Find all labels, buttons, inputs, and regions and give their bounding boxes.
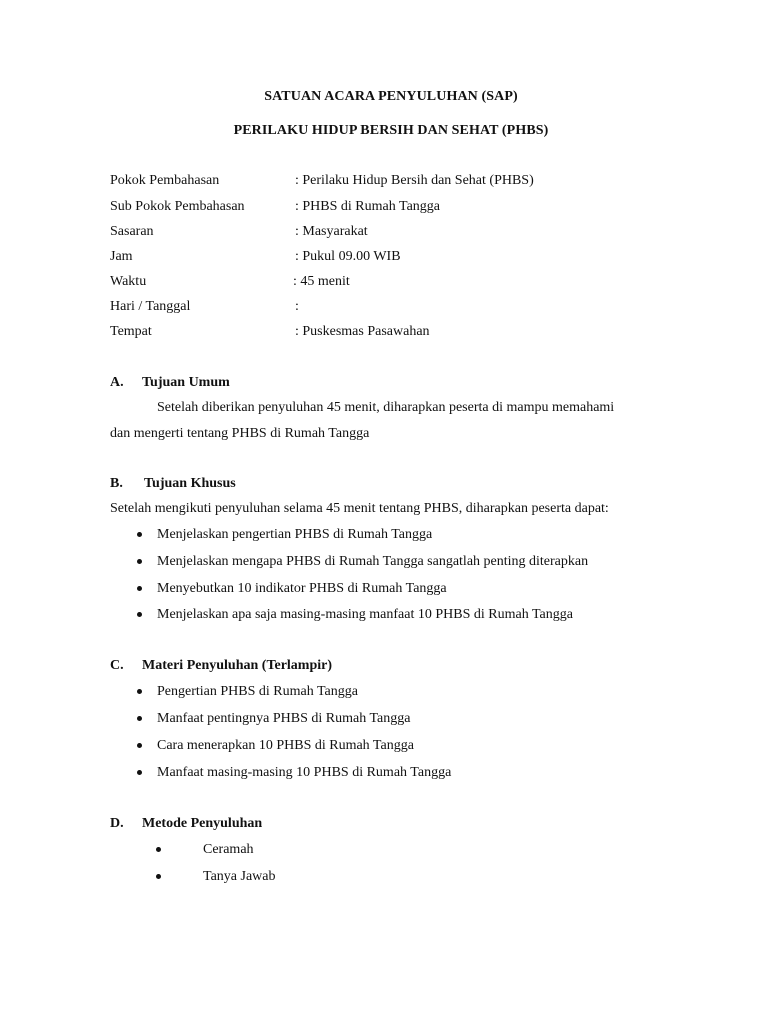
bullet-icon — [137, 612, 142, 617]
section-letter: C. — [110, 658, 124, 673]
document-subtitle: PERILAKU HIDUP BERSIH DAN SEHAT (PHBS) — [233, 123, 549, 138]
document-title: SATUAN ACARA PENYULUHAN (SAP) — [264, 89, 518, 104]
info-value: : Pukul 09.00 WIB — [295, 249, 401, 264]
section-letter: B. — [110, 476, 123, 491]
info-value: : Masyarakat — [295, 224, 368, 239]
info-label: Pokok Pembahasan — [110, 173, 220, 188]
info-label: Hari / Tanggal — [110, 299, 191, 314]
list-item-text: Manfaat pentingnya PHBS di Rumah Tangga — [157, 711, 411, 726]
info-value: : — [295, 299, 299, 314]
info-label: Waktu — [110, 274, 147, 289]
section-heading: Materi Penyuluhan (Terlampir) — [142, 658, 333, 673]
info-value: : Puskesmas Pasawahan — [295, 324, 430, 339]
info-label: Jam — [110, 249, 133, 264]
bullet-icon — [137, 743, 142, 748]
list-item-text: Cara menerapkan 10 PHBS di Rumah Tangga — [157, 738, 414, 753]
list-item-text: Menyebutkan 10 indikator PHBS di Rumah Tangga — [157, 581, 447, 596]
bullet-icon — [137, 586, 142, 591]
paragraph-line: dan mengerti tentang PHBS di Rumah Tangga — [110, 426, 370, 441]
section-intro: Setelah mengikuti penyuluhan selama 45 menit tentang PHBS, diharapkan peserta dapat: — [110, 501, 609, 516]
paragraph-line: Setelah diberikan penyuluhan 45 menit, diharapkan peserta di mampu memahami — [157, 400, 615, 415]
info-value: : 45 menit — [293, 274, 350, 289]
section-letter: D. — [110, 816, 124, 831]
bullet-icon — [137, 716, 142, 721]
section-heading: Tujuan Umum — [142, 375, 230, 390]
section-letter: A. — [110, 375, 124, 390]
bullet-icon — [137, 689, 142, 694]
list-item-text: Manfaat masing-masing 10 PHBS di Rumah Tangga — [157, 765, 452, 780]
list-item-text: Menjelaskan mengapa PHBS di Rumah Tangga sangatlah penting diterapkan — [157, 554, 589, 569]
info-value: : PHBS di Rumah Tangga — [295, 199, 440, 214]
list-item-text: Menjelaskan pengertian PHBS di Rumah Tangga — [157, 527, 433, 542]
section-heading: Tujuan Khusus — [144, 476, 236, 491]
list-item-text: Ceramah — [203, 842, 254, 857]
bullet-icon — [137, 559, 142, 564]
info-value: : Perilaku Hidup Bersih dan Sehat (PHBS) — [295, 173, 534, 188]
info-label: Sub Pokok Pembahasan — [110, 199, 245, 214]
info-label: Sasaran — [110, 224, 154, 239]
info-label: Tempat — [110, 324, 152, 339]
list-item-text: Pengertian PHBS di Rumah Tangga — [157, 684, 358, 699]
bullet-icon — [137, 532, 142, 537]
list-item-text: Menjelaskan apa saja masing-masing manfaat 10 PHBS di Rumah Tangga — [157, 607, 573, 622]
bullet-icon — [156, 874, 161, 879]
list-item-text: Tanya Jawab — [203, 869, 276, 884]
bullet-icon — [137, 770, 142, 775]
section-heading: Metode Penyuluhan — [142, 816, 263, 831]
bullet-icon — [156, 847, 161, 852]
